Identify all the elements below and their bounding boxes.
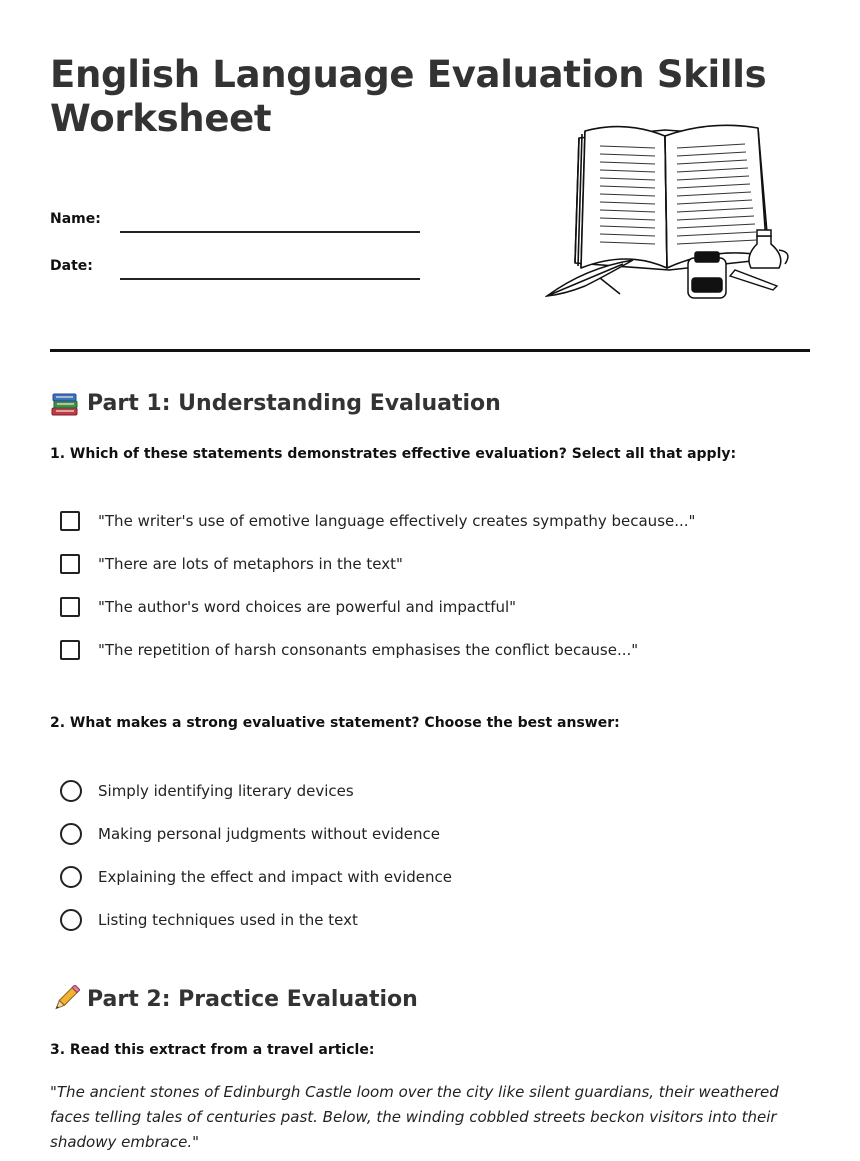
q1-option-1[interactable] [60,511,695,531]
date-label: Date: [50,258,93,274]
travel-article-extract: "The ancient stones of Edinburgh Castle loom over the city like silent guardians, their weathered faces telling tales of centuries past. Below, the winding cobbled streets beckon visitors into their shadowy embrace." [50,1083,779,1151]
q2-option-3-label: Explaining the effect and impact with evidence [98,868,452,886]
part1-heading-text: Part 1: Understanding Evaluation [87,390,501,416]
checkbox[interactable] [60,511,80,531]
q2-option-4-label: Listing techniques used in the text [98,911,358,929]
name-field[interactable] [120,231,420,233]
q2-option-3[interactable] [60,866,452,888]
name-label: Name: [50,211,101,227]
q2-option-1-label: Simply identifying literary devices [98,782,354,800]
q2-option-1[interactable] [60,780,354,802]
question-3: 3. Read this extract from a travel article: [50,1042,375,1058]
q1-option-4-label: "The repetition of harsh consonants emphasises the conflict because..." [98,641,639,659]
date-field[interactable] [120,278,420,280]
open-book-illustration [545,118,795,303]
radio-button[interactable] [60,823,82,845]
radio-button[interactable] [60,909,82,931]
title-text: English Language Evaluation Skills Worksheet [50,53,767,140]
q2-option-4[interactable] [60,909,358,931]
pencil-icon [50,985,80,1013]
part2-heading-text: Part 2: Practice Evaluation [87,986,418,1012]
question-2: 2. What makes a strong evaluative statement? Choose the best answer: [50,715,620,731]
q1-option-4[interactable] [60,640,638,660]
q2-option-2[interactable] [60,823,440,845]
q1-option-3-label: "The author's word choices are powerful and impactful" [98,598,517,616]
part1-heading [50,389,501,417]
radio-button[interactable] [60,866,82,888]
checkbox[interactable] [60,640,80,660]
q1-option-2-label: "There are lots of metaphors in the text" [98,555,403,573]
checkbox[interactable] [60,597,80,617]
radio-button[interactable] [60,780,82,802]
part2-heading [50,985,418,1013]
section-divider [50,349,810,352]
q1-option-2[interactable] [60,554,403,574]
q1-option-3[interactable] [60,597,516,617]
books-icon [50,389,80,417]
q2-option-2-label: Making personal judgments without evidence [98,825,441,843]
q1-option-1-label: "The writer's use of emotive language effectively creates sympathy because..." [98,512,696,530]
checkbox[interactable] [60,554,80,574]
question-1: 1. Which of these statements demonstrates effective evaluation? Select all that apply: [50,446,737,462]
